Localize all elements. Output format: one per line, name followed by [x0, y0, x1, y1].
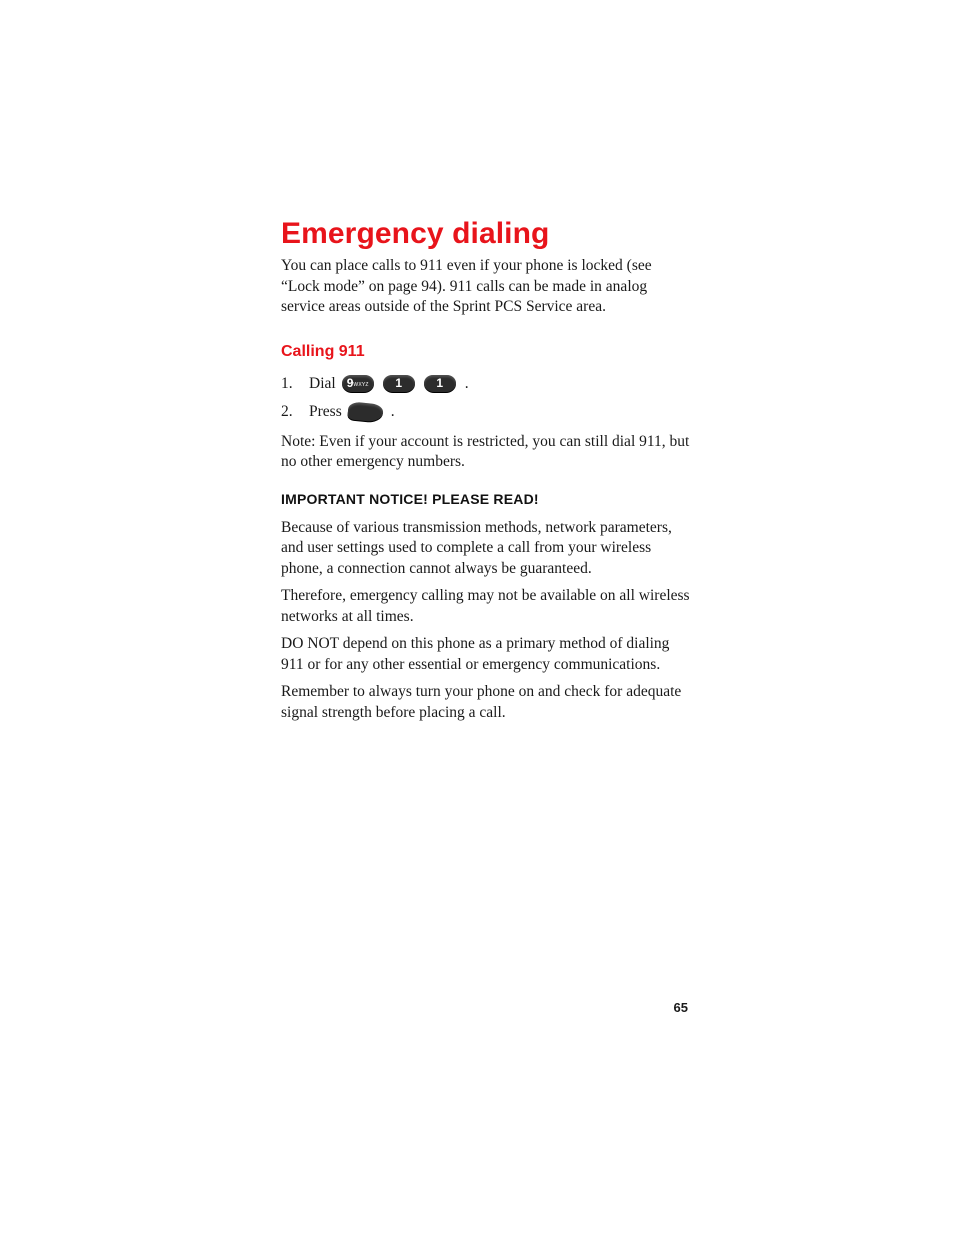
step-verb: Dial: [309, 374, 336, 392]
intro-paragraph: You can place calls to 911 even if your phone is locked (see “Lock mode” on page 94). 911 calls can be made in analog service areas outside of the Sprint PCS Service area.: [281, 257, 652, 315]
key-letters: WXYZ: [353, 382, 369, 388]
step-dial: [281, 370, 691, 398]
notice-paragraph: Remember to always turn your phone on and check for adequate signal strength before placing a call.: [281, 683, 682, 721]
key-digit: 1: [436, 376, 444, 390]
key-digit: 1: [395, 376, 403, 390]
page-content: [281, 216, 691, 730]
key-digit: 9: [346, 376, 354, 390]
step-verb: Press: [309, 402, 342, 420]
step-number: 2.: [281, 402, 293, 420]
step-press: [281, 398, 691, 426]
section-heading: Calling 911: [281, 342, 365, 360]
notice-heading: IMPORTANT NOTICE! PLEASE READ!: [281, 490, 539, 507]
page-title: Emergency dialing: [281, 217, 550, 250]
key-9-icon: [342, 375, 374, 392]
page-number: 65: [673, 1000, 688, 1015]
step-end: .: [390, 402, 395, 420]
notice-paragraph: DO NOT depend on this phone as a primary method of dialing 911 or for any other essential or emergency communications.: [281, 635, 670, 673]
key-1-icon: [383, 375, 415, 392]
notice-paragraph: Therefore, emergency calling may not be available on all wireless networks at all times.: [281, 587, 690, 625]
talk-key-icon: [347, 401, 384, 423]
key-1-icon: [424, 375, 456, 392]
notice-paragraph: Because of various transmission methods, network parameters, and user settings used to complete a call from your wireless phone, a connection cannot always be guaranteed.: [281, 518, 672, 577]
step-end: .: [464, 374, 469, 392]
note-paragraph: Note: Even if your account is restricted, you can still dial 911, but no other emergency numbers.: [281, 432, 690, 470]
step-number: 1.: [281, 374, 293, 392]
